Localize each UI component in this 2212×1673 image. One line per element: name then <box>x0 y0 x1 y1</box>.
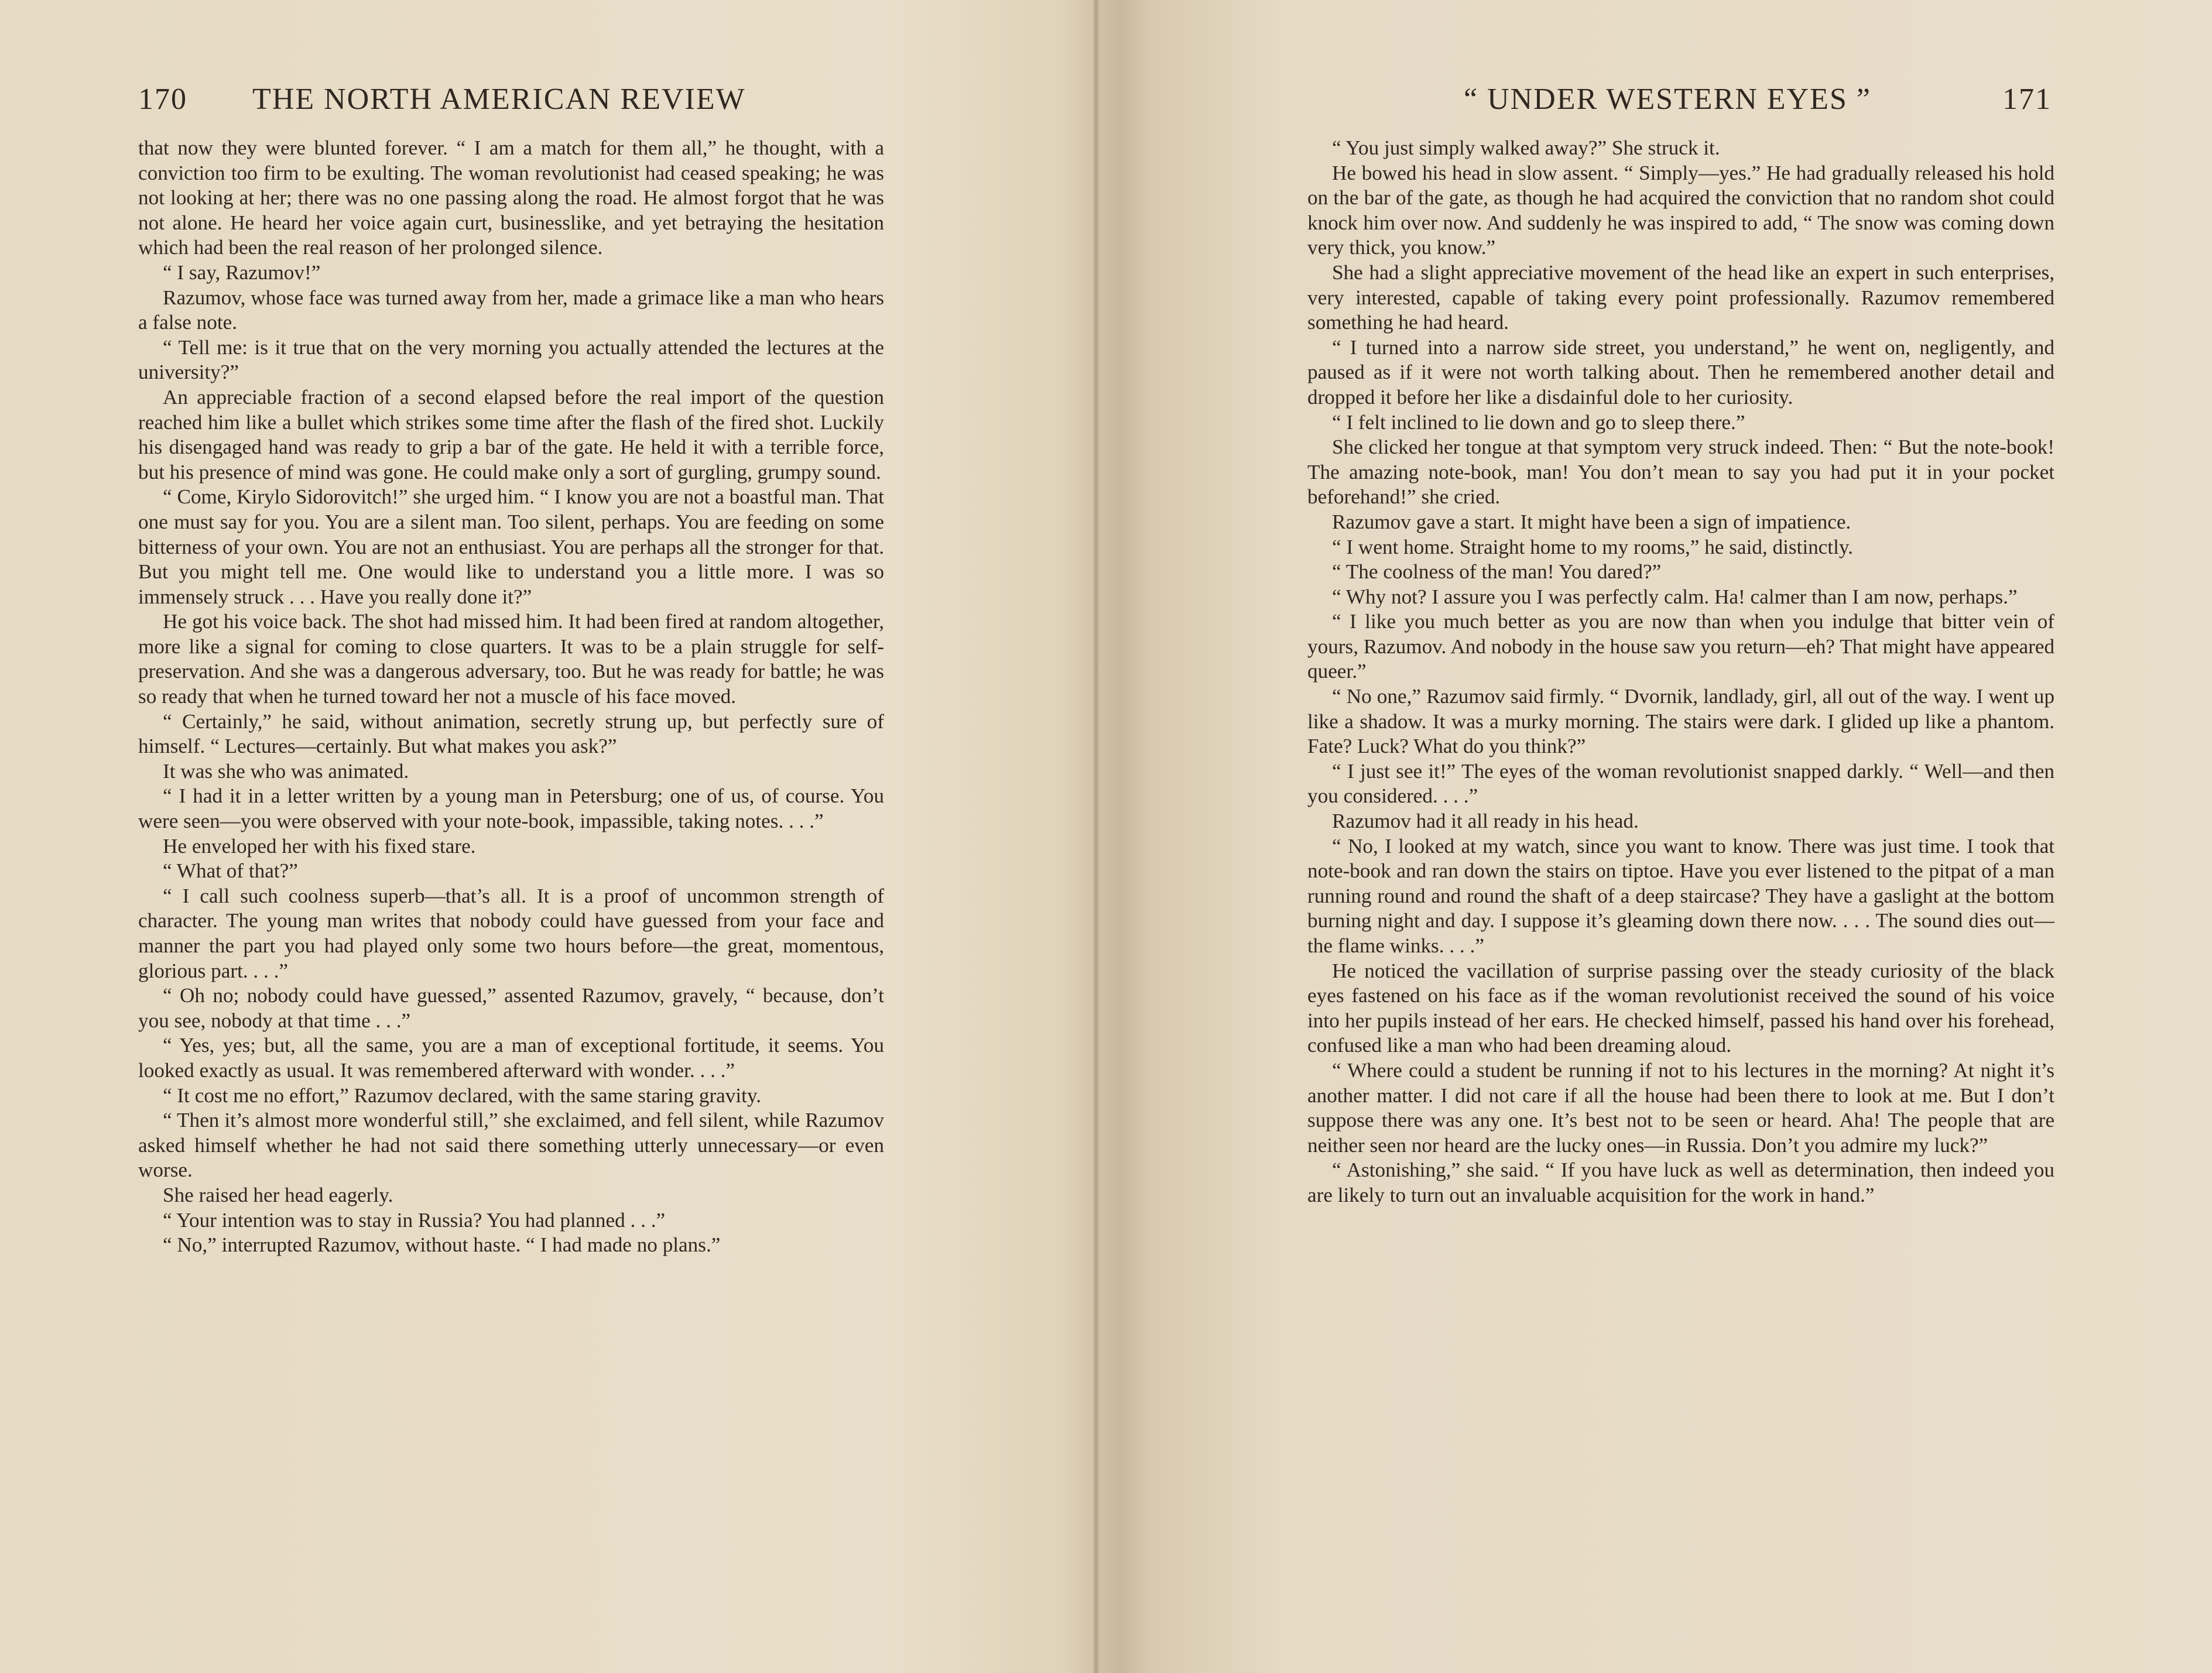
paragraph: “ No one,” Razumov said firmly. “ Dvornik, landlady, girl, all out of the way. I went up like a shadow. It was a murky morning. The stairs were dark. I glided up like a phantom. Fate? Luck? What do you think?” <box>1307 685 2055 758</box>
paragraph: “ The coolness of the man! You dared?” <box>1332 560 1662 584</box>
paragraph: “ I just see it!” The eyes of the woman revolutionist snapped darkly. “ Well—and then you considered. . . .” <box>1307 759 2055 808</box>
paragraph: She clicked her tongue at that symptom very struck indeed. Then: “ But the note-book! The amazing note-book, man! You don’t mean to say you had put it in your pocket beforehand!” she cried. <box>1307 436 2055 509</box>
right-page-number: 171 <box>2002 83 2052 116</box>
paragraph: He got his voice back. The shot had missed him. It had been fired at random altogether, more like a signal for coming to close quarters. It was to be a plain struggle for self-preservation. And she was a dangerous adversary, too. But he was ready for battle; he was so ready that when he turned toward her not a muscle of his face moved. <box>138 610 884 708</box>
paragraph: It was she who was animated. <box>163 759 409 783</box>
paragraph: “ Oh no; nobody could have guessed,” assented Razumov, gravely, “ because, don’t you see, nobody at that time . . .” <box>138 984 884 1032</box>
paragraph: “ I went home. Straight home to my rooms,” he said, distinctly. <box>1332 535 1853 558</box>
paragraph: “ I turned into a narrow side street, you understand,” he went on, negligently, and paused as if it were not worth talking about. Then he remembered another detail and dropped it before her like a disdainful dole to her curiosity. <box>1307 335 2055 409</box>
paragraph: She raised her head eagerly. <box>163 1183 393 1206</box>
paragraph: “ Your intention was to stay in Russia? You had planned . . .” <box>163 1208 666 1232</box>
paragraph: “ I like you much better as you are now than when you indulge that bitter vein of yours, Razumov. And nobody in the house saw you return—eh? That might have appeared queer.” <box>1307 610 2055 683</box>
paragraph: “ I say, Razumov!” <box>163 260 321 284</box>
left-page-body <box>138 136 884 1258</box>
left-page-number: 170 <box>138 83 187 116</box>
paragraph: She had a slight appreciative movement of the head like an expert in such enterprises, very interested, capable of taking every point professionally. Razumov remembered something he had heard. <box>1307 260 2055 334</box>
paragraph: He bowed his head in slow assent. “ Simply—yes.” He had gradually released his hold on the bar of the gate, as though he had acquired the conviction that no random shot could knock him over now. And suddenly he was inspired to add, “ The snow was coming down very thick, you know.” <box>1307 161 2055 259</box>
paragraph: An appreciable fraction of a second elapsed before the real import of the question reached him like a bullet which strikes some time after the flash of the fired shot. Luckily his disengaged hand was ready to grip a bar of the gate. He held it with a terrible force, but his presence of mind was gone. He could make only a sort of gurgling, grumpy sound. <box>138 385 884 484</box>
right-page-body <box>1307 136 2055 1208</box>
right-page <box>1100 0 2212 1673</box>
paragraph: “ Astonishing,” she said. “ If you have luck as well as determination, then indeed you are likely to turn out an invaluable acquisition for the work in hand.” <box>1307 1158 2055 1206</box>
paragraph: “ No,” interrupted Razumov, without haste. “ I had made no plans.” <box>163 1233 721 1257</box>
paragraph: “ I felt inclined to lie down and go to sleep there.” <box>1332 410 1745 434</box>
paragraph: “ You just simply walked away?” She struck it. <box>1332 136 1720 159</box>
book-gutter <box>1093 0 1100 1673</box>
paragraph: Razumov had it all ready in his head. <box>1332 810 1639 833</box>
paragraph: “ What of that?” <box>163 859 298 883</box>
paragraph: “ No, I looked at my watch, since you want to know. There was just time. I took that note-book and ran down the stairs on tiptoe. Have you ever listened to the pitpat of a man running round and round the shaft of a deep staircase? They have a gaslight at the bottom burning night and day. I suppose it’s gleaming down there now. . . . The sound dies out—the flame winks. . . .” <box>1307 834 2055 957</box>
paragraph: “ Where could a student be running if not to his lectures in the morning? At night it’s another matter. I did not care if all the house had been there to look at me. But I don’t suppose there was any one. It’s best not to be seen or heard. Aha! The people that are neither seen nor heard are the lucky ones—in Russia. Don’t you admire my luck?” <box>1307 1058 2055 1157</box>
paragraph: “ I had it in a letter written by a young man in Petersburg; one of us, of course. You were seen—you were observed with your note-book, impassible, taking notes. . . .” <box>138 784 884 833</box>
left-running-title: THE NORTH AMERICAN REVIEW <box>252 83 746 116</box>
paragraph: “ Certainly,” he said, without animation, secretly strung up, but perfectly sure of himself. “ Lectures—certainly. But what makes you ask?” <box>138 709 884 758</box>
paragraph: “ Come, Kirylo Sidorovitch!” she urged him. “ I know you are not a boastful man. That one must say for you. You are a silent man. Too silent, perhaps. You are feeding on some bitterness of your own. You are not an enthusiast. You are perhaps all the stronger for that. But you might tell me. One would like to understand you a little more. I was so immensely struck . . . Have you really done it?” <box>138 485 884 608</box>
paragraph: “ Then it’s almost more wonderful still,” she exclaimed, and fell silent, while Razumov asked himself whether he had not said there something utterly unnecessary—or even worse. <box>138 1109 884 1182</box>
paragraph: “ It cost me no effort,” Razumov declared, with the same staring gravity. <box>163 1084 762 1107</box>
paragraph: Razumov gave a start. It might have been a sign of impatience. <box>1332 510 1851 533</box>
right-running-title: “ UNDER WESTERN EYES ” <box>1464 83 1871 116</box>
left-page <box>0 0 1093 1673</box>
paragraph: “ I call such coolness superb—that’s all. It is a proof of uncommon strength of character. The young man writes that nobody could have guessed from your face and manner the part you had played only some two hours before—the great, momentous, glorious part. . . .” <box>138 884 884 982</box>
paragraph: “ Tell me: is it true that on the very morning you actually attended the lectures at the university?” <box>138 335 884 384</box>
paragraph: “ Yes, yes; but, all the same, you are a man of exceptional fortitude, it seems. You looked exactly as usual. It was remembered afterward with wonder. . . .” <box>138 1034 884 1082</box>
paragraph: Razumov, whose face was turned away from her, made a grimace like a man who hears a false note. <box>138 286 884 334</box>
paragraph: He noticed the vacillation of surprise passing over the steady curiosity of the black eyes fastened on his face as if the woman revolutionist received the sound of his voice into her pupils instead of her ears. He checked himself, passed his hand over his forehead, confused like a man who had been dreaming aloud. <box>1307 959 2055 1057</box>
paragraph: “ Why not? I assure you I was perfectly calm. Ha! calmer than I am now, perhaps.” <box>1332 585 2018 608</box>
paragraph: He enveloped her with his fixed stare. <box>163 834 476 858</box>
paragraph: that now they were blunted forever. “ I am a match for them all,” he thought, with a conviction too firm to be exulting. The woman revolutionist had ceased speaking; he was not looking at her; there was no one passing along the road. He almost forgot that he was not alone. He heard her voice again curt, businesslike, and yet betraying the hesitation which had been the real reason of her prolonged silence. <box>138 136 884 259</box>
